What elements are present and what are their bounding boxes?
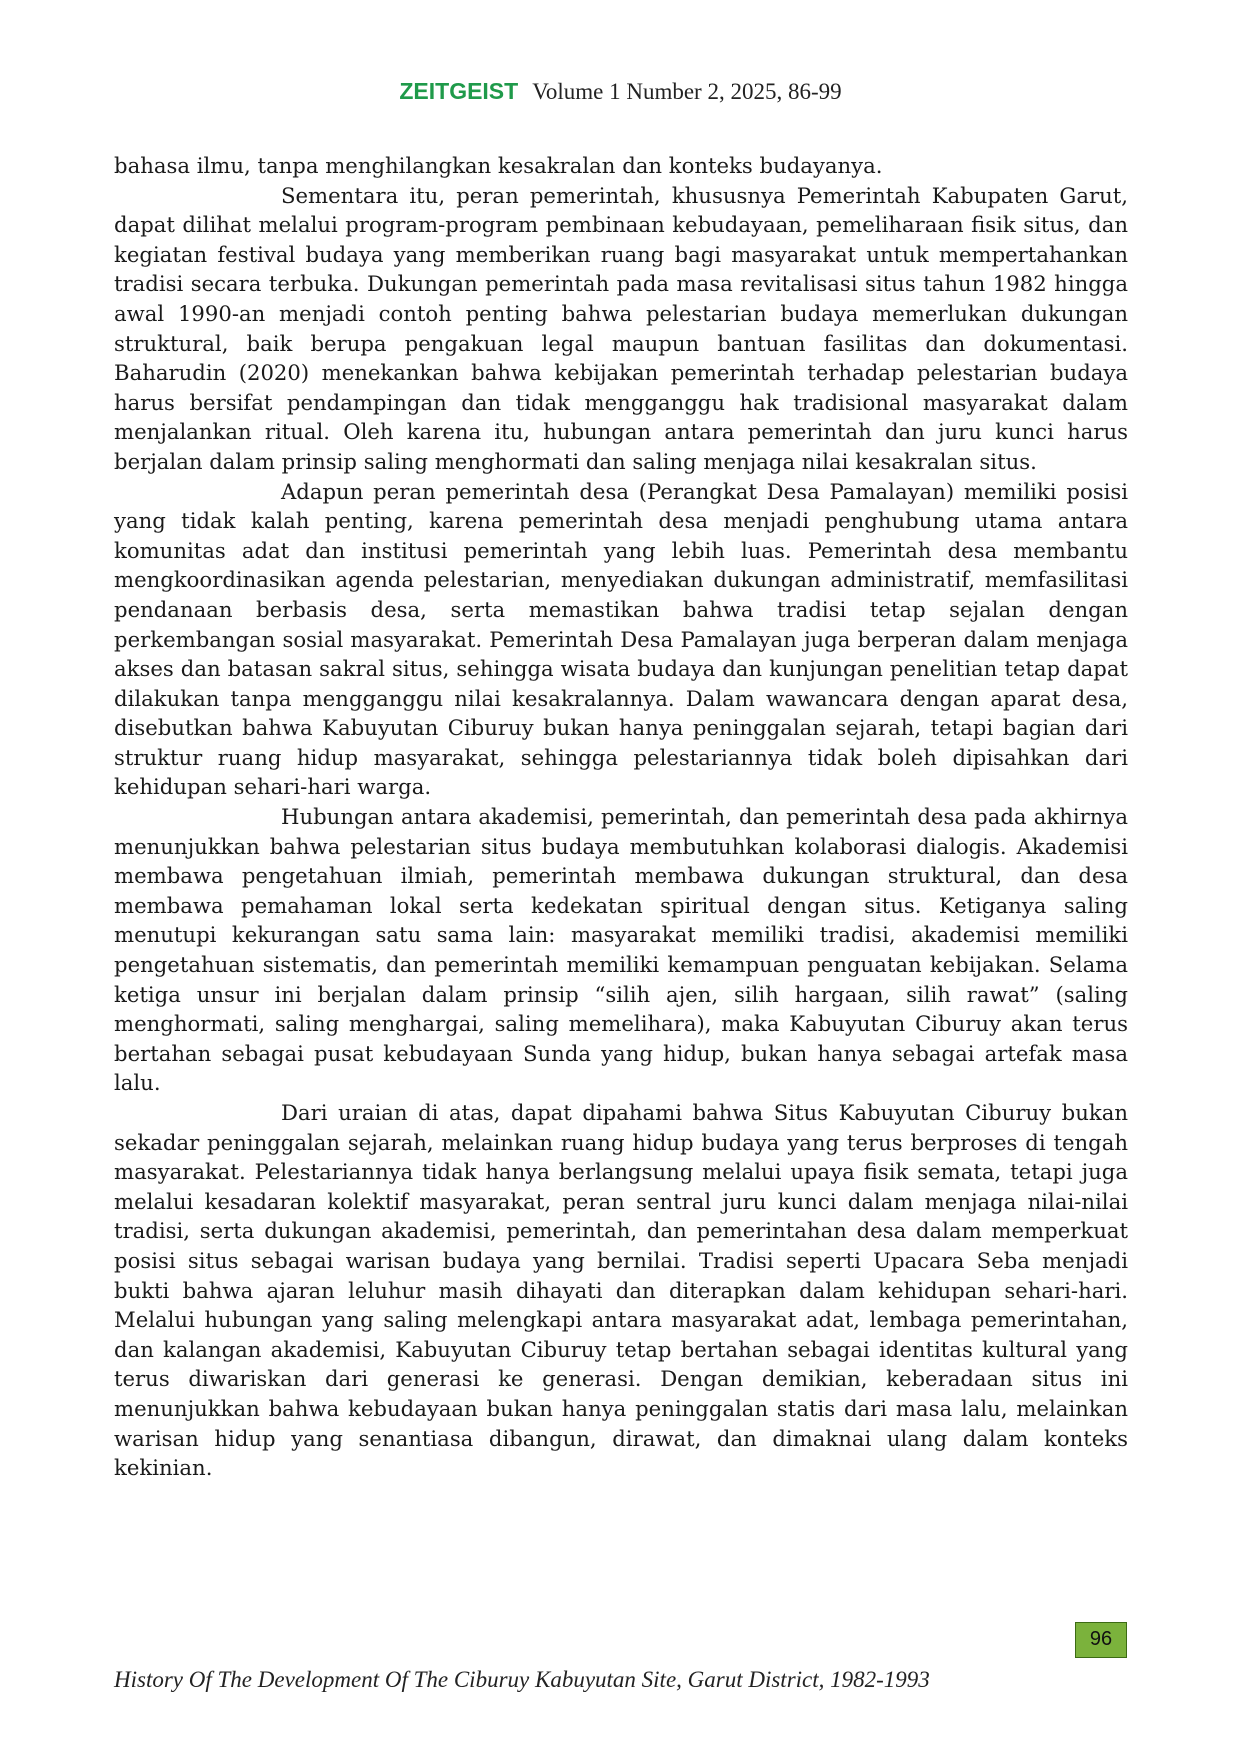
article-body — [114, 151, 1128, 1483]
paragraph-collaboration: Hubungan antara akademisi, pemerintah, dan pemerintah desa pada akhirnya menunjukkan bahwa pelestarian situs budaya membutuhkan kolaborasi dialogis. Akademisi membawa pengetahuan ilmiah, pemerintah membawa dukungan struktural, dan desa membawa pemahaman lokal serta kedekatan spiritual dengan situs. Ketiganya saling menutupi kekurangan satu sama lain: masyarakat memiliki tradisi, akademisi memiliki pengetahuan sistematis, dan pemerintah memiliki kemampuan penguatan kebijakan. Selama ketiga unsur ini berjalan dalam prinsip “silih ajen, silih hargaan, silih rawat” (saling menghormati, saling menghargai, saling memelihara), maka Kabuyutan Ciburuy akan terus bertahan sebagai pusat kebudayaan Sunda yang hidup, bukan hanya sebagai artefak masa lalu. — [114, 804, 1128, 1096]
volume-info: Volume 1 Number 2, 2025, 86-99 — [532, 79, 842, 104]
running-footer-title: History Of The Development Of The Ciburuy Kabuyutan Site, Garut District, 1982-1993 — [114, 1667, 930, 1692]
running-header — [0, 76, 1241, 107]
paragraph-village-government: Adapun peran pemerintah desa (Perangkat Desa Pamalayan) memiliki posisi yang tidak kalah penting, karena pemerintah desa menjadi penghubung utama antara komunitas adat dan institusi pemerintah yang lebih luas. Pemerintah desa membantu mengkoordinasikan agenda pelestarian, menyediakan dukungan administratif, memfasilitasi pendanaan berbasis desa, serta memastikan bahwa tradisi tetap sejalan dengan perkembangan sosial masyarakat. Pemerintah Desa Pamalayan juga berperan dalam menjaga akses dan batasan sakral situs, sehingga wisata budaya dan kunjungan penelitian tetap dapat dilakukan tanpa mengganggu nilai kesakralannya. Dalam wawancara dengan aparat desa, disebutkan bahwa Kabuyutan Ciburuy bukan hanya peninggalan sejarah, tetapi bagian dari struktur ruang hidup masyarakat, sehingga pelestariannya tidak boleh dipisahkan dari kehidupan sehari-hari warga. — [114, 478, 1128, 800]
paragraph-continuation: bahasa ilmu, tanpa menghilangkan kesakralan dan konteks budayanya. — [114, 153, 883, 178]
journal-name: ZEITGEIST — [399, 78, 519, 104]
page-number-badge: 96 — [1075, 1622, 1127, 1658]
paragraph-government-role: Sementara itu, peran pemerintah, khususnya Pemerintah Kabupaten Garut, dapat dilihat melalui program-program pembinaan kebudayaan, pemeliharaan fisik situs, dan kegiatan festival budaya yang memberikan ruang bagi masyarakat untuk mempertahankan tradisi secara terbuka. Dukungan pemerintah pada masa revitalisasi situs tahun 1982 hingga awal 1990-an menjadi contoh penting bahwa pelestarian budaya memerlukan dukungan struktural, baik berupa pengakuan legal maupun bantuan fasilitas dan dokumentasi. Baharudin (2020) menekankan bahwa kebijakan pemerintah terhadap pelestarian budaya harus bersifat pendampingan dan tidak mengganggu hak tradisional masyarakat dalam menjalankan ritual. Oleh karena itu, hubungan antara pemerintah dan juru kunci harus berjalan dalam prinsip saling menghormati dan saling menjaga nilai kesakralan situs. — [114, 182, 1128, 474]
paragraph-conclusion: Dari uraian di atas, dapat dipahami bahwa Situs Kabuyutan Ciburuy bukan sekadar peninggalan sejarah, melainkan ruang hidup budaya yang terus berproses di tengah masyarakat. Pelestariannya tidak hanya berlangsung melalui upaya fisik semata, tetapi juga melalui kesadaran kolektif masyarakat, peran sentral juru kunci dalam menjaga nilai-nilai tradisi, serta dukungan akademisi, pemerintah, dan pemerintahan desa dalam memperkuat posisi situs sebagai warisan budaya yang bernilai. Tradisi seperti Upacara Seba menjadi bukti bahwa ajaran leluhur masih dihayati dan diterapkan dalam kehidupan sehari-hari. Melalui hubungan yang saling melengkapi antara masyarakat adat, lembaga pemerintahan, dan kalangan akademisi, Kabuyutan Ciburuy tetap bertahan sebagai identitas kultural yang terus diwariskan dari generasi ke generasi. Dengan demikian, keberadaan situs ini menunjukkan bahwa kebudayaan bukan hanya peninggalan statis dari masa lalu, melainkan warisan hidup yang senantiasa dibangun, dirawat, dan dimaknai ulang dalam konteks kekinian. — [114, 1100, 1128, 1481]
